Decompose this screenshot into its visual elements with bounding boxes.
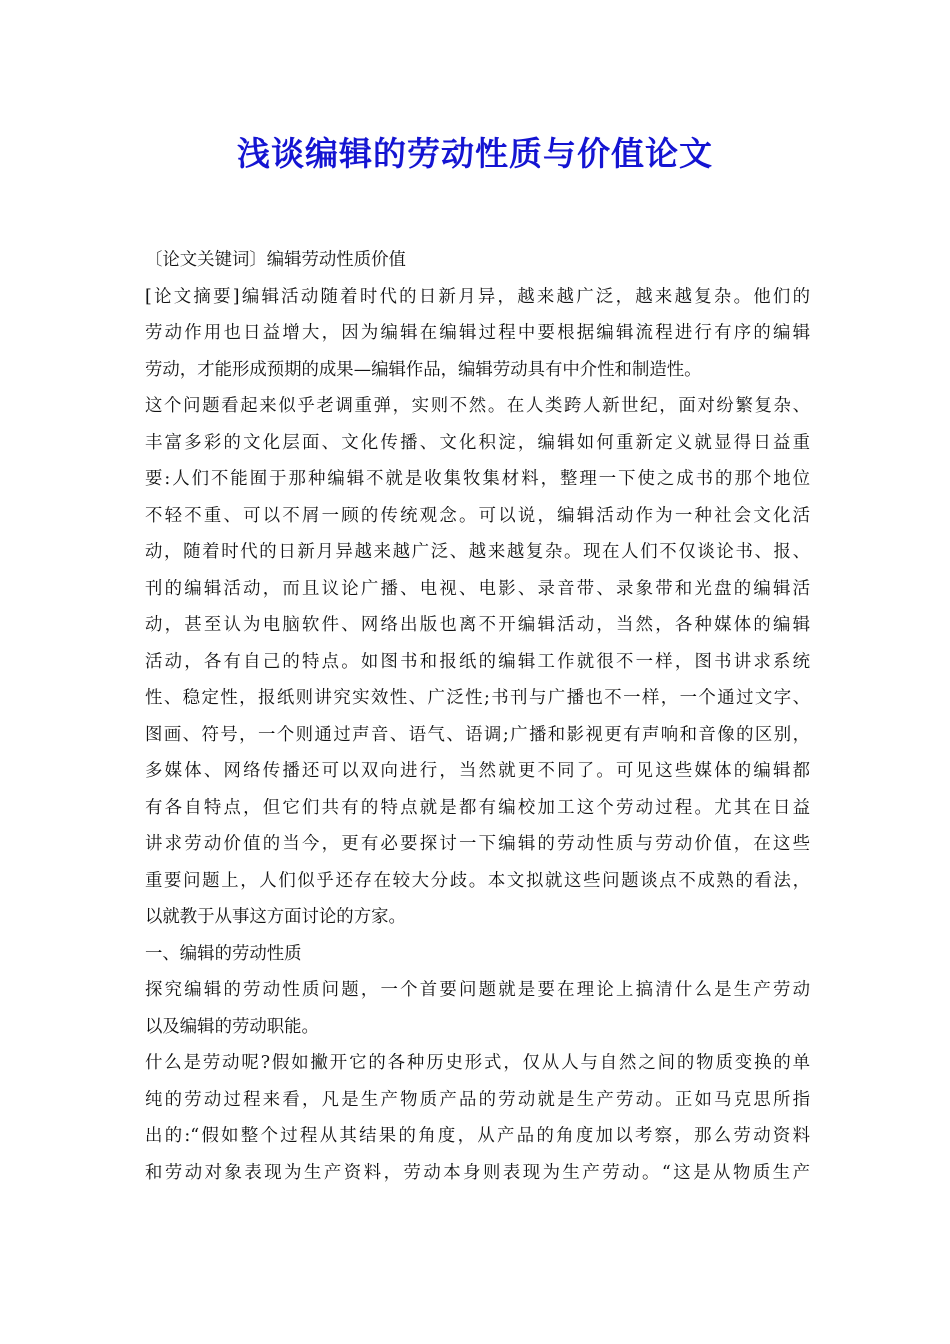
text-line: 多媒体、网络传播还可以双向进行，当然就更不同了。可见这些媒体的编辑都: [145, 761, 810, 781]
text-line: 劳动作用也日益增大，因为编辑在编辑过程中要根据编辑流程进行有序的编辑: [145, 323, 810, 343]
text-line: 纯的劳动过程来看，凡是生产物质产品的劳动就是生产劳动。正如马克思所指: [145, 1089, 810, 1110]
text-line: 刊的编辑活动，而且议论广播、电视、电影、录音带、录象带和光盘的编辑活: [145, 578, 810, 599]
document-body: [145, 242, 810, 1191]
text-line: 一、编辑的劳动性质: [145, 943, 302, 964]
text-line: 动，随着时代的日新月异越来越广泛、越来越复杂。现在人们不仅谈论书、报、: [145, 542, 810, 562]
text-line: 探究编辑的劳动性质问题，一个首要问题就是要在理论上搞清什么是生产劳动: [145, 980, 810, 1000]
text-line: 以就教于从事这方面讨论的方家。: [145, 907, 406, 927]
text-line: 不轻不重、可以不屑一顾的传统观念。可以说，编辑活动作为一种社会文化活: [145, 505, 810, 526]
text-line: 图画、符号，一个则通过声音、语气、语调;广播和影视更有声响和音像的区别，: [145, 724, 810, 745]
text-line: 出的:“假如整个过程从其结果的角度，从产品的角度加以考察，那么劳动资料: [145, 1126, 810, 1146]
text-line: [论文摘要]编辑活动随着时代的日新月异，越来越广泛，越来越复杂。他们的: [145, 286, 810, 307]
text-line: 〔论文关键词〕编辑劳动性质价值: [145, 250, 406, 270]
text-line: 什么是劳动呢?假如撇开它的各种历史形式，仅从人与自然之间的物质变换的单: [145, 1053, 810, 1073]
text-line: 活动，各有自己的特点。如图书和报纸的编辑工作就很不一样，图书讲求系统: [145, 651, 810, 672]
text-line: 有各自特点，但它们共有的特点就是都有编校加工这个劳动过程。尤其在日益: [145, 797, 810, 818]
text-line: 性、稳定性，报纸则讲究实效性、广泛性;书刊与广播也不一样，一个通过文字、: [145, 688, 810, 708]
text-line: 和劳动对象表现为生产资料，劳动本身则表现为生产劳动。“这是从物质生产: [145, 1162, 810, 1183]
text-line: 动，甚至认为电脑软件、网络出版也离不开编辑活动，当然，各种媒体的编辑: [145, 615, 810, 635]
text-line: 这个问题看起来似乎老调重弹，实则不然。在人类跨人新世纪，面对纷繁复杂、: [145, 396, 810, 416]
text-line: 劳动，才能形成预期的成果—编辑作品，编辑劳动具有中介性和制造性。: [145, 359, 702, 380]
text-line: 重要问题上，人们似乎还存在较大分歧。本文拟就这些问题谈点不成熟的看法，: [145, 870, 810, 891]
text-line: 讲求劳动价值的当今，更有必要探讨一下编辑的劳动性质与劳动价值，在这些: [145, 834, 810, 854]
text-line: 要:人们不能囿于那种编辑不就是收集牧集材料，整理一下使之成书的那个地位: [145, 469, 810, 489]
text-line: 以及编辑的劳动职能。: [145, 1016, 319, 1037]
document-title: 浅谈编辑的劳动性质与价值论文: [237, 134, 713, 173]
text-line: 丰富多彩的文化层面、文化传播、文化积淀，编辑如何重新定义就显得日益重: [145, 432, 810, 453]
